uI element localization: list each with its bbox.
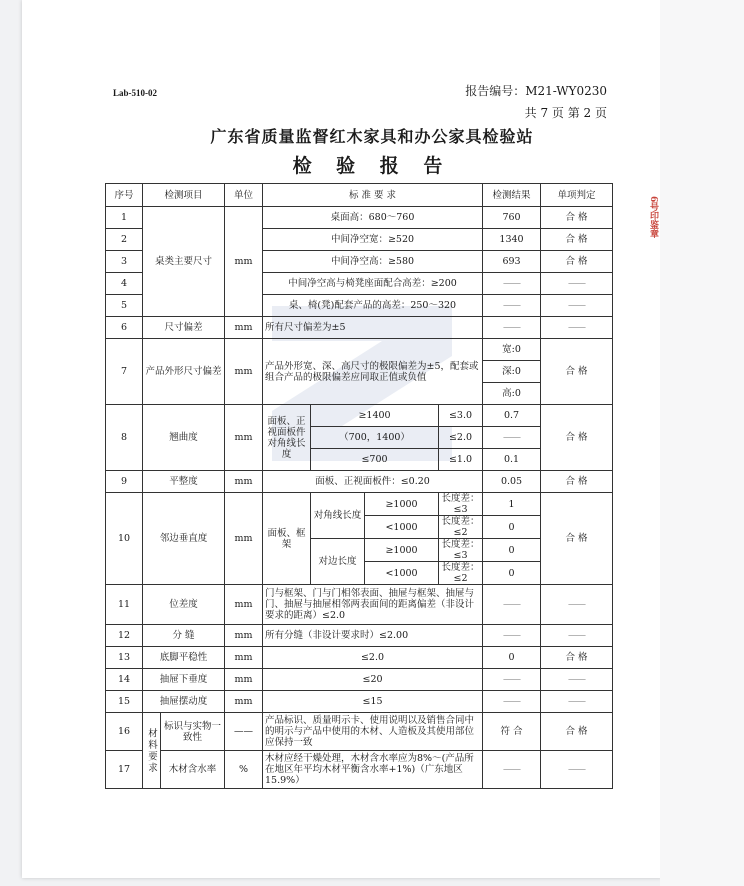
- item-label: 标识与实物一致性: [161, 713, 225, 751]
- result-cell: ——: [483, 625, 541, 647]
- judgement-cell: ——: [541, 317, 613, 339]
- row-number: 5: [106, 295, 143, 317]
- item-label: 分 缝: [143, 625, 225, 647]
- row-number: 15: [106, 691, 143, 713]
- requirement-cell: ≤2.0: [263, 647, 483, 669]
- requirement-cell: 所有分缝（非设计要求时）≤2.00: [263, 625, 483, 647]
- result-cell: 693: [483, 251, 541, 273]
- unit-cell: mm: [225, 471, 263, 493]
- item-label: 翘曲度: [143, 405, 225, 471]
- unit-cell: mm: [225, 585, 263, 625]
- result-cell: 0.1: [483, 449, 541, 471]
- item-label: 抽屉下垂度: [143, 669, 225, 691]
- judgement-cell: 合 格: [541, 471, 613, 493]
- judgement-cell: ——: [541, 273, 613, 295]
- col-header-requirement: 标 准 要 求: [263, 184, 483, 207]
- result-cell: ——: [483, 317, 541, 339]
- requirement-cell: 中间净空宽：≥520: [263, 229, 483, 251]
- unit-cell: ——: [225, 713, 263, 751]
- condition-cell: <1000: [365, 516, 439, 539]
- limit-cell: ≤1.0: [439, 449, 483, 471]
- unit-cell: mm: [225, 669, 263, 691]
- row-number: 17: [106, 751, 143, 789]
- row-number: 12: [106, 625, 143, 647]
- unit-cell: mm: [225, 339, 263, 405]
- lab-code: Lab-510-02: [113, 88, 158, 98]
- col-header-no: 序号: [106, 184, 143, 207]
- condition-cell: ≤700: [311, 449, 439, 471]
- judgement-cell: 合 格: [541, 647, 613, 669]
- judgement-cell: ——: [541, 585, 613, 625]
- condition-cell: （700，1400）: [311, 427, 439, 449]
- judgement-cell: 合 格: [541, 251, 613, 273]
- report-number: 报告编号：M21-WY0230: [465, 84, 607, 98]
- requirement-cell: 中间净空高与椅凳座面配合高差：≥200: [263, 273, 483, 295]
- condition-cell: ≥1400: [311, 405, 439, 427]
- inspection-table: [105, 183, 613, 789]
- unit-cell: mm: [225, 405, 263, 471]
- condition-cell: <1000: [365, 562, 439, 585]
- judgement-cell: 合 格: [541, 229, 613, 251]
- col-header-result: 检测结果: [483, 184, 541, 207]
- result-cell: 0: [483, 647, 541, 669]
- result-cell: ——: [483, 295, 541, 317]
- col-header-judgement: 单项判定: [541, 184, 613, 207]
- organization-name: 广东省质量监督红木家具和办公家具检验站: [210, 127, 534, 146]
- result-cell: ——: [483, 585, 541, 625]
- row-number: 13: [106, 647, 143, 669]
- unit-cell: mm: [225, 625, 263, 647]
- requirement-cell: 面板、正视面板件：≤0.20: [263, 471, 483, 493]
- row-number: 16: [106, 713, 143, 751]
- judgement-cell: 合 格: [541, 405, 613, 471]
- sub-label: 面板、框架: [263, 493, 311, 585]
- unit-cell: mm: [225, 317, 263, 339]
- sub-label: 面板、正视面板件对角线长度: [263, 405, 311, 471]
- row-number: 11: [106, 585, 143, 625]
- result-cell: 0.05: [483, 471, 541, 493]
- result-depth: 深:0: [483, 361, 541, 383]
- col-header-unit: 单位: [225, 184, 263, 207]
- requirement-cell: 产品标识、质量明示卡、使用说明以及销售合同中的明示与产品中使用的木材、人造板及其使用部位应保持一致: [263, 713, 483, 751]
- result-height: 高:0: [483, 383, 541, 405]
- item-group-label: 桌类主要尺寸: [143, 207, 225, 317]
- limit-cell: 长度差：≤3: [439, 493, 483, 516]
- item-label: 木材含水率: [161, 751, 225, 789]
- result-cell: 1340: [483, 229, 541, 251]
- limit-cell: 长度差：≤2: [439, 562, 483, 585]
- row-number: 6: [106, 317, 143, 339]
- result-cell: ——: [483, 691, 541, 713]
- unit-cell: mm: [225, 647, 263, 669]
- requirement-cell: ≤15: [263, 691, 483, 713]
- judgement-cell: ——: [541, 625, 613, 647]
- side-label: 对边长度: [311, 539, 365, 585]
- result-cell: ——: [483, 669, 541, 691]
- row-number: 14: [106, 669, 143, 691]
- material-group-label: 材料要求: [143, 713, 161, 789]
- result-cell: 0: [483, 539, 541, 562]
- result-cell: 0: [483, 516, 541, 539]
- row-number: 2: [106, 229, 143, 251]
- row-number: 4: [106, 273, 143, 295]
- judgement-cell: ——: [541, 295, 613, 317]
- result-cell: 0: [483, 562, 541, 585]
- row-number: 7: [106, 339, 143, 405]
- result-cell: ——: [483, 273, 541, 295]
- requirement-cell: 桌、椅(凳)配套产品的高差：250～320: [263, 295, 483, 317]
- diagonal-label: 对角线长度: [311, 493, 365, 539]
- row-number: 3: [106, 251, 143, 273]
- judgement-cell: 合 格: [541, 713, 613, 751]
- item-label: 尺寸偏差: [143, 317, 225, 339]
- requirement-cell: 桌面高：680～760: [263, 207, 483, 229]
- item-label: 抽屉摆动度: [143, 691, 225, 713]
- judgement-cell: ——: [541, 691, 613, 713]
- result-width: 宽:0: [483, 339, 541, 361]
- result-cell: 0.7: [483, 405, 541, 427]
- item-label: 底脚平稳性: [143, 647, 225, 669]
- result-cell: 1: [483, 493, 541, 516]
- judgement-cell: 合 格: [541, 207, 613, 229]
- requirement-cell: 中间净空高：≥580: [263, 251, 483, 273]
- page-count: 共 7 页 第 2 页: [524, 106, 607, 120]
- result-cell: ——: [483, 427, 541, 449]
- requirement-cell: 所有尺寸偏差为±5: [263, 317, 483, 339]
- item-label: 产品外形尺寸偏差: [143, 339, 225, 405]
- condition-cell: ≥1000: [365, 493, 439, 516]
- result-cell: 符 合: [483, 713, 541, 751]
- result-cell: ——: [483, 751, 541, 789]
- requirement-cell: 产品外形宽、深、高尺寸的极限偏差为±5，配套或组合产品的极限偏差应同取正值或负值: [263, 339, 483, 405]
- condition-cell: ≥1000: [365, 539, 439, 562]
- row-number: 1: [106, 207, 143, 229]
- item-label: 邻边垂直度: [143, 493, 225, 585]
- limit-cell: ≤2.0: [439, 427, 483, 449]
- row-number: 8: [106, 405, 143, 471]
- item-label: 位差度: [143, 585, 225, 625]
- unit-cell: %: [225, 751, 263, 789]
- judgement-cell: ——: [541, 669, 613, 691]
- judgement-cell: ——: [541, 751, 613, 789]
- col-header-item: 检测项目: [143, 184, 225, 207]
- limit-cell: 长度差：≤2: [439, 516, 483, 539]
- unit-cell: mm: [225, 207, 263, 317]
- requirement-cell: 门与框架、门与门相邻表面、抽屉与框架、抽屉与门、抽屉与抽屉相邻两表面间的距离偏差（非设计要求的距离）≤2.0: [263, 585, 483, 625]
- limit-cell: 长度差：≤3: [439, 539, 483, 562]
- judgement-cell: 合 格: [541, 493, 613, 585]
- result-cell: 760: [483, 207, 541, 229]
- judgement-cell: 合 格: [541, 339, 613, 405]
- unit-cell: mm: [225, 691, 263, 713]
- seal-stamp: 6号印鉴章: [648, 196, 658, 239]
- requirement-cell: ≤20: [263, 669, 483, 691]
- row-number: 10: [106, 493, 143, 585]
- unit-cell: mm: [225, 493, 263, 585]
- page-title: 检 验 报 告: [292, 155, 452, 177]
- item-label: 平整度: [143, 471, 225, 493]
- requirement-cell: 木材应经干燥处理，木材含水率应为8%～(产品所在地区年平均木材平衡含水率+1%)（广东地区15.9%）: [263, 751, 483, 789]
- row-number: 9: [106, 471, 143, 493]
- limit-cell: ≤3.0: [439, 405, 483, 427]
